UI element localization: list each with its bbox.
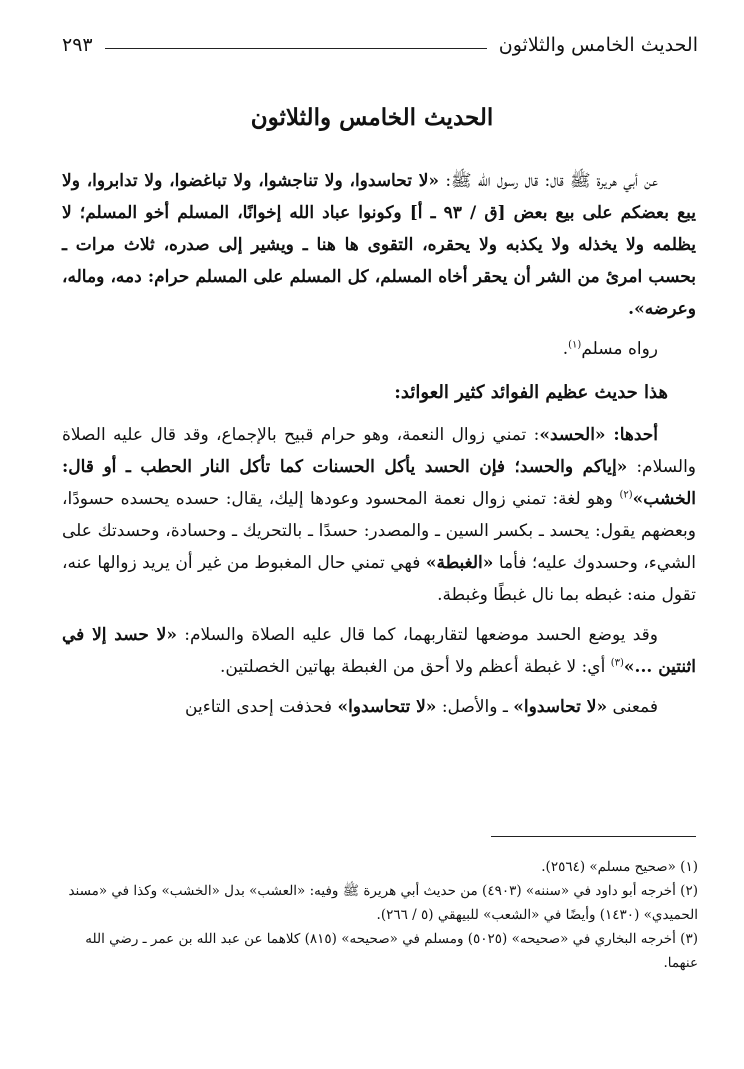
paragraph-ghibta — [62, 619, 696, 683]
hadith-text: «لا تحاسدوا، ولا تناجشوا، ولا تباغضوا، ولا تدابروا، ولا يبع بعضكم على بيع بعض [ق / ٩٣ ـ أ] وكونوا عباد الله إخوانًا، المسلم أخو المسلم؛ لا يظلمه ولا يخذله ولا يكذبه ولا يحقره، التقوى ها هنا ـ ويشير إلى صدره، ثلاث مرات ـ بحسب امرئ من الشر أن يحقر أخاه المسلم، كل المسلم على المسلم حرام: دمه، وماله، وعرضه». — [62, 171, 696, 319]
footnote-separator — [491, 836, 696, 837]
quote-envy: «إياكم والحسد؛ فإن الحسد يأكل الحسنات كما تأكل النار الحطب ـ أو قال: الخشب» — [62, 457, 696, 509]
footnotes — [62, 855, 698, 975]
main-text — [62, 165, 696, 731]
text-span: فحذفت إحدى التاءين — [185, 697, 338, 717]
quote-la-tatahasadu: «لا تتحاسدوا» — [337, 697, 437, 717]
section-heading: هذا حديث عظيم الفوائد كثير العوائد: — [394, 382, 668, 403]
header-rule — [105, 48, 487, 49]
footnote-3: (٣) أخرجه البخاري في «صحيحه» (٥٠٢٥) ومسلم في «صحيحه» (٨١٥) كلاهما عن عبد الله بن عمر ـ رضي الله عنهما. — [85, 931, 698, 971]
narration-line — [62, 333, 696, 365]
paragraph-meaning — [62, 691, 696, 723]
term-envy: أحدها: «الحسد» — [539, 425, 658, 445]
paragraph-envy — [62, 419, 696, 611]
narration-end: . — [562, 339, 569, 359]
text-span: فهي تمني حال المغبوط من غير أن يريد زوالها عنه، تقول منه: غبطه بما نال غبطًا وغبطة. — [62, 553, 696, 605]
text-span: وقد يوضع الحسد موضعها لتقاربهما، كما قال عليه الصلاة والسلام: — [177, 625, 658, 645]
term-ghibta: «الغبطة» — [425, 553, 494, 573]
footnote-ref-2: (٢) — [619, 489, 633, 501]
running-header — [62, 30, 698, 60]
text-span: : تمني زوال النعمة، وهو حرام قبيح بالإجماع، وقد قال عليه الصلاة والسلام: — [62, 425, 696, 477]
hadith-paragraph — [62, 165, 696, 325]
text-span: فمعنى — [607, 697, 658, 717]
text-span: ـ والأصل: — [436, 697, 514, 717]
text-span: وهو لغة: تمني زوال نعمة المحسود وعودها إليك، يقال: حسده يحسده حسودًا، وبعضهم يقول: يحسد ـ بكسر السين ـ والمصدر: حسدًا ـ بالتحريك ـ وحسادة، وحسدتك على الشيء، وحسدوك عليه؛ فأما — [62, 489, 696, 573]
chapter-title: الحديث الخامس والثلاثون — [250, 104, 494, 131]
footnote-ref-1: (١) — [568, 339, 582, 351]
footnote-2: (٢) أخرجه أبو داود في «سننه» (٤٩٠٣) من حديث أبي هريرة ﷺ وفيه: «العشب» بدل «الخشب» وكذا في «مسند الحميدي» (١٤٣٠) وأيضًا في «الشعب» للبيهقي (٥ / ٢٦٦). — [68, 883, 698, 923]
quote-no-envy: «لا حسد إلا في اثنتين ...» — [62, 625, 696, 677]
footnote-ref-3: (٣) — [610, 657, 624, 669]
text-span: أي: لا غبطة أعظم ولا أحق من الغبطة بهاتين الخصلتين. — [219, 657, 611, 677]
narrated-by: رواه مسلم — [581, 339, 658, 359]
hadith-intro: عن أبي هريرة ﷺ قال: قال رسول الله ﷺ: — [439, 171, 658, 191]
footnote-1: (١) «صحيح مسلم» (٢٥٦٤). — [541, 859, 698, 875]
quote-la-tahasadu: «لا تحاسدوا» — [513, 697, 608, 717]
page-number: ٢٩٣ — [62, 34, 93, 56]
running-title: الحديث الخامس والثلاثون — [498, 34, 698, 56]
